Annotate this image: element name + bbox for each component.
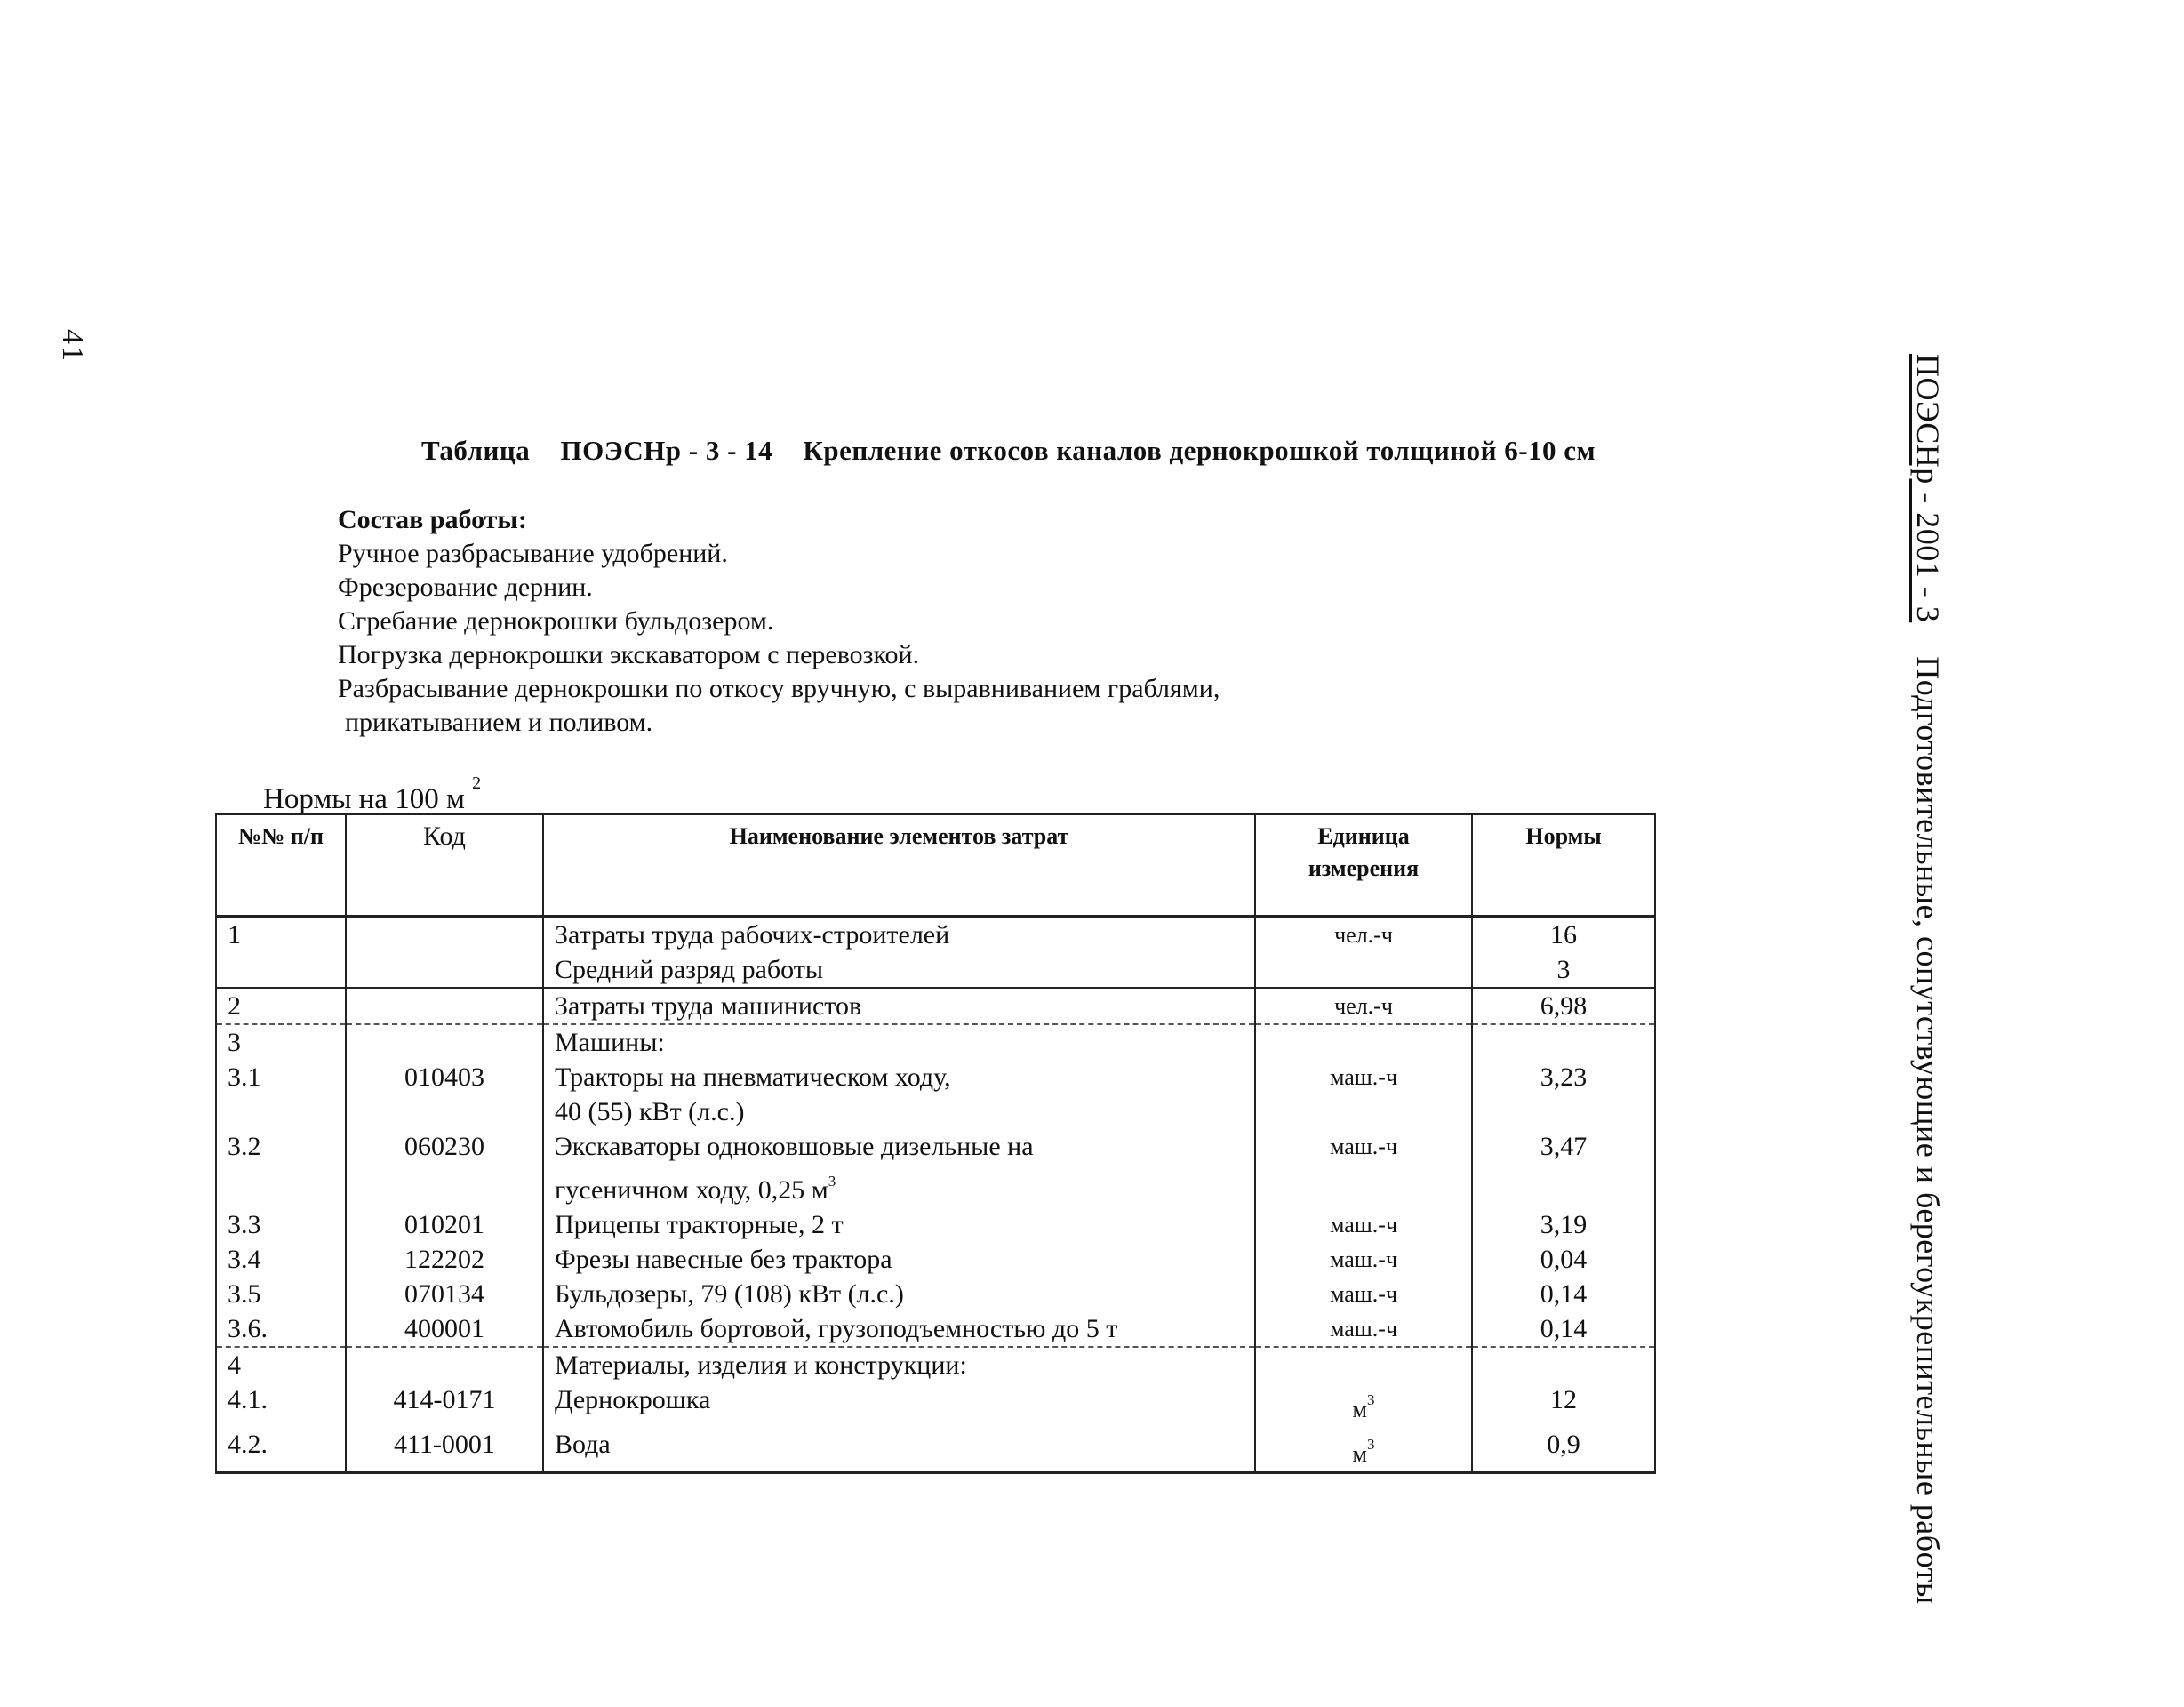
- cell-code: [346, 917, 543, 953]
- cell-name: Машины:: [543, 1024, 1255, 1060]
- cell-norm: 3,23: [1472, 1060, 1655, 1094]
- cell-name: Фрезы навесные без трактора: [543, 1242, 1255, 1277]
- cell-name: Затраты труда рабочих-строителей: [543, 917, 1255, 953]
- cell-unit: [1255, 952, 1472, 988]
- cell-name: Затраты труда машинистов: [543, 988, 1255, 1024]
- cell-norm: 0,14: [1472, 1311, 1655, 1347]
- cell-unit: маш.-ч: [1255, 1242, 1472, 1277]
- page-number: 41: [56, 329, 89, 363]
- norms-table: [215, 813, 1656, 1474]
- work-line: Сгребание дернокрошки бульдозером.: [338, 606, 774, 636]
- table-row: [216, 1060, 1655, 1094]
- cell-norm: 6,98: [1472, 988, 1655, 1024]
- cell-no: 1: [216, 917, 346, 953]
- cell-unit: маш.-ч: [1255, 1277, 1472, 1311]
- table-row: [216, 1024, 1655, 1060]
- table-title-code: ПОЭСНр - 3 - 14: [560, 435, 773, 466]
- cell-code: 010403: [346, 1060, 543, 1094]
- table-row: [216, 1129, 1655, 1164]
- cell-code: 070134: [346, 1277, 543, 1311]
- cell-no: 4.1.: [216, 1382, 346, 1427]
- cell-unit-text: м: [1352, 1397, 1367, 1422]
- table-row: [216, 1277, 1655, 1311]
- table-title-text: Крепление откосов каналов дернокрошкой толщиной 6-10 см: [803, 435, 1596, 466]
- table-row: [216, 1311, 1655, 1347]
- cell-code: [346, 1347, 543, 1382]
- table-row: [216, 988, 1655, 1024]
- cell-name: Прицепы тракторные, 2 т: [543, 1207, 1255, 1242]
- cell-no: 3.6.: [216, 1311, 346, 1347]
- cell-norm: [1472, 1024, 1655, 1060]
- table-row: [216, 952, 1655, 988]
- cell-name: Автомобиль бортовой, грузоподъемностью до 5 т: [543, 1311, 1255, 1347]
- cell-unit-text: м: [1352, 1441, 1367, 1467]
- table-row: [216, 1094, 1655, 1129]
- cell-unit-power: 3: [1366, 1391, 1375, 1408]
- cell-no: 3.5: [216, 1277, 346, 1311]
- side-header-code: ПОЭСНр - 2001 - 3: [1910, 354, 1946, 623]
- table-title-label: Таблица: [421, 435, 531, 466]
- side-header-sep: [1910, 631, 1946, 648]
- cell-norm: 0,9: [1472, 1427, 1655, 1473]
- cell-name: Вода: [543, 1427, 1255, 1473]
- norms-caption-power: 2: [472, 773, 482, 793]
- cell-unit: чел.-ч: [1255, 988, 1472, 1024]
- cell-norm: 16: [1472, 917, 1655, 953]
- cell-code: 010201: [346, 1207, 543, 1242]
- cell-norm: [1472, 1094, 1655, 1129]
- cell-code: 060230: [346, 1129, 543, 1164]
- cell-unit: маш.-ч: [1255, 1060, 1472, 1094]
- cell-unit-power: 3: [1366, 1436, 1375, 1453]
- work-line: прикатыванием и поливом.: [345, 708, 653, 737]
- table-row: [216, 1347, 1655, 1382]
- cell-unit: [1255, 1427, 1472, 1473]
- header-norm: Нормы: [1472, 814, 1655, 917]
- cell-norm: 12: [1472, 1382, 1655, 1427]
- norms-caption-text: Нормы на 100 м: [263, 783, 465, 815]
- cell-name: 40 (55) кВт (л.с.): [543, 1094, 1255, 1129]
- cell-code: [346, 952, 543, 988]
- cell-code: [346, 988, 543, 1024]
- table-row: [216, 1427, 1655, 1473]
- cell-name: Бульдозеры, 79 (108) кВт (л.с.): [543, 1277, 1255, 1311]
- cell-no: 3: [216, 1024, 346, 1060]
- cell-code: [346, 1164, 543, 1207]
- cell-name: Средний разряд работы: [543, 952, 1255, 988]
- cell-unit: [1255, 1382, 1472, 1427]
- cell-unit: [1255, 1347, 1472, 1382]
- header-unit: Единица измерения: [1255, 814, 1472, 917]
- table-row: [216, 1164, 1655, 1207]
- cell-no: 4.2.: [216, 1427, 346, 1473]
- cell-no: [216, 1164, 346, 1207]
- work-line: Фрезерование дернин.: [338, 573, 593, 602]
- work-composition: [338, 503, 1220, 740]
- cell-no: 2: [216, 988, 346, 1024]
- cell-unit: [1255, 1164, 1472, 1207]
- cell-unit: маш.-ч: [1255, 1129, 1472, 1164]
- table-title: [421, 435, 1619, 467]
- cell-code: [346, 1024, 543, 1060]
- table-header-row: [216, 814, 1655, 917]
- cell-code: 122202: [346, 1242, 543, 1277]
- cell-no: 3.4: [216, 1242, 346, 1277]
- cell-norm: 0,04: [1472, 1242, 1655, 1277]
- side-header: [1909, 354, 1947, 1605]
- header-name: Наименование элементов затрат: [543, 814, 1255, 917]
- cell-unit: [1255, 1024, 1472, 1060]
- cell-norm: 3,47: [1472, 1129, 1655, 1164]
- cell-norm: 3,19: [1472, 1207, 1655, 1242]
- cell-norm: 0,14: [1472, 1277, 1655, 1311]
- work-line: Погрузка дернокрошки экскаватором с перевозкой.: [338, 640, 920, 669]
- cell-code: 400001: [346, 1311, 543, 1347]
- cell-name: Материалы, изделия и конструкции:: [543, 1347, 1255, 1382]
- cell-code: 411-0001: [346, 1427, 543, 1473]
- table-row: [216, 1242, 1655, 1277]
- side-header-title: Подготовительные, сопутствующие и берегоукрепительные работы: [1910, 656, 1946, 1605]
- table-row: [216, 917, 1655, 953]
- cell-norm: [1472, 1164, 1655, 1207]
- cell-code: [346, 1094, 543, 1129]
- cell-no: [216, 952, 346, 988]
- work-line: Разбрасывание дернокрошки по откосу вручную, с выравниванием граблями,: [338, 674, 1220, 703]
- cell-no: 3.2: [216, 1129, 346, 1164]
- cell-name: Тракторы на пневматическом ходу,: [543, 1060, 1255, 1094]
- cell-unit: маш.-ч: [1255, 1311, 1472, 1347]
- cell-name-power: 3: [828, 1173, 836, 1190]
- cell-no: 3.3: [216, 1207, 346, 1242]
- cell-no: [216, 1094, 346, 1129]
- cell-no: 4: [216, 1347, 346, 1382]
- cell-norm: [1472, 1347, 1655, 1382]
- table-row: [216, 1207, 1655, 1242]
- cell-unit: маш.-ч: [1255, 1207, 1472, 1242]
- cell-name: [543, 1164, 1255, 1207]
- cell-norm: 3: [1472, 952, 1655, 988]
- cell-unit: чел.-ч: [1255, 917, 1472, 953]
- cell-unit: [1255, 1094, 1472, 1129]
- table-row: [216, 1382, 1655, 1427]
- header-code: Код: [346, 814, 543, 917]
- cell-name: Дернокрошка: [543, 1382, 1255, 1427]
- norms-caption: [263, 773, 481, 816]
- cell-name-text: гусеничном ходу, 0,25 м: [555, 1175, 828, 1205]
- cell-name: Экскаваторы одноковшовые дизельные на: [543, 1129, 1255, 1164]
- cell-no: 3.1: [216, 1060, 346, 1094]
- header-no: №№ п/п: [216, 814, 346, 917]
- cell-code: 414-0171: [346, 1382, 543, 1427]
- work-line: Ручное разбрасывание удобрений.: [338, 539, 728, 568]
- work-heading: Состав работы:: [338, 505, 527, 534]
